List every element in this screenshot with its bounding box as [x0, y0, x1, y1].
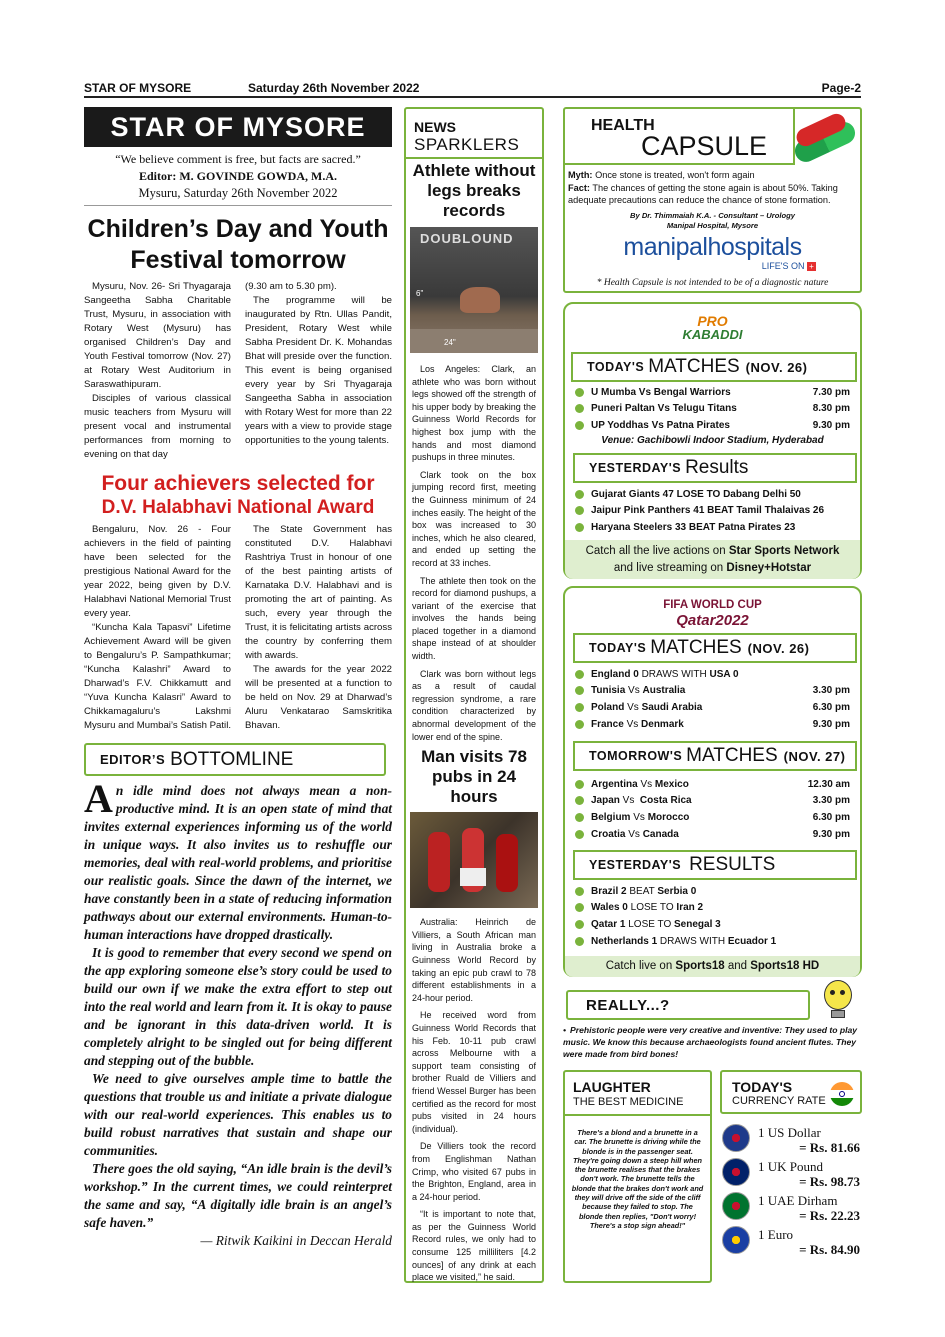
match-connector: Vs — [619, 795, 640, 807]
editorial-para: We need to give ourselves ample time to battle the questions that trouble us and initiate a private dialogue with our real-world experiences. This enables us to build robust narratives that sustain and shape our communities. — [84, 1071, 392, 1158]
team-b: Australia — [642, 685, 686, 697]
story1-para: Disciples of various classical music teachers from Mysuru will present vocal and instrumental performances from morning to evening on that day — [84, 393, 231, 460]
broadcast-text: and — [724, 960, 751, 972]
photo-mark: 6" — [416, 289, 424, 298]
left-column — [84, 103, 392, 1250]
eu-flag-icon — [722, 1226, 750, 1254]
match-row — [575, 809, 850, 826]
kabaddi-broadcast — [565, 540, 860, 579]
result-row — [575, 933, 850, 950]
photo-sign: DOUBLOUND — [420, 231, 514, 246]
match-time: 6.30 pm — [812, 811, 850, 823]
match-row — [575, 401, 850, 418]
match-row — [575, 384, 850, 401]
sparkler1-para: The athlete then took on the record for diamond pushups, a variant of the exercise that involves the hands being placed together in a diamond shape instead of at shoulder width. — [412, 575, 536, 662]
story2-para: Bengaluru, Nov. 26 - Four achievers in the field of painting have been selected for the prestigious National Award for the year 2022, being given by D.V. Halabhavi National Memorial Trust every year. — [84, 524, 231, 619]
lightbulb-icon — [816, 978, 860, 1026]
header-date: (NOV. 26) — [745, 359, 808, 375]
editorial-para: n idle mind does not always mean a non-productive mind. It is an open state of mind that invites external experiences informing us of the world in unique ways. It also invites us to reshuffle our memories, deal with real-world problems, and prioritise our realistic goals. Since the dawn of the internet, we have constantly been in a state of reducing information pathways about our external environments. Human-to-human interactions have dropped drastically. — [84, 783, 392, 942]
paper-name: STAR OF MYSORE — [84, 81, 192, 95]
result-row — [575, 916, 850, 933]
team-a: Netherlands 1 — [591, 935, 658, 947]
currency-name: 1 Euro — [758, 1227, 794, 1242]
sparkler2-body — [406, 908, 542, 1284]
currency-name: 1 UK Pound — [758, 1159, 824, 1174]
team-a: Tunisia — [591, 685, 626, 697]
editors-bottomline-header — [84, 743, 386, 776]
kabaddi-venue: Venue: Gachibowli Indoor Stadium, Hyderabad — [601, 435, 824, 446]
sparkler2-para: Australia: Heinrich de Villiers, a South African man living in Australia broke a Guinness World Record by taking an epic pub crawl to 78 different establishments in a 24-hour period. — [412, 917, 536, 1003]
header-date: (NOV. 26) — [747, 640, 810, 656]
myth-text: Once stone is treated, won't form again — [595, 170, 755, 180]
byline-2: Manipal Hospital, Mysore — [666, 221, 759, 230]
fifa-broadcast — [565, 956, 860, 977]
match-time: 9.30 pm — [812, 718, 850, 730]
laughter-header — [565, 1072, 710, 1116]
sponsor-tagline — [762, 261, 816, 271]
broadcast-channel: Sports18 — [675, 960, 725, 972]
story1-para: Mysuru, Nov. 26- Sri Thyagaraja Sangeetha Sabha Charitable Trust, Mysuru, in association with Rotary West (Mysuru) has organised Children’s Day and Youth Festival tomorrow (Nov. 27) at Rotary West Auditorium in Saraswathipuram. — [84, 281, 231, 390]
result-connector: LOSE TO — [627, 902, 677, 914]
team-a: Belgium — [591, 811, 631, 823]
drop-cap: A — [84, 776, 113, 821]
dateline: Mysuru, Saturday 26th November 2022 — [138, 186, 338, 200]
result-connector: BEAT — [626, 885, 658, 897]
team-a: Japan — [591, 795, 620, 807]
really-text: • Prehistoric people were very creative and inventive: They used to play music. We know this because archaeologists found ancient flutes. They were made from bird bones! — [563, 1025, 858, 1059]
match-connector: Vs — [630, 811, 648, 823]
athlete-photo — [410, 227, 538, 353]
page-number: Page-2 — [821, 81, 861, 95]
really-header — [566, 990, 810, 1020]
myth-label: Myth: — [568, 170, 593, 180]
fifa-tomorrow-list — [575, 776, 850, 842]
header-date: (NOV. 27) — [783, 748, 846, 764]
match-time: 8.30 pm — [812, 403, 850, 415]
story2-para: The awards for the year 2022 will be presented at a function to be held on Nov. 29 at Dharwad’s Aluru Venkatarao Samskritika Bhavan. — [245, 664, 392, 731]
sparkler1-body — [406, 353, 542, 743]
fifa-today-header — [573, 633, 857, 663]
pub-crawl-photo — [410, 812, 538, 908]
story2-para: The State Government has constituted D.V. Halabhavi Rashtriya Trust in honour of one of the best painting artists of Karnataka D.V. Halabhavi and is promoting the art of painting. As such, every year through the Trust, it is felicitating artists across the country by conferring them with awards. — [245, 524, 392, 661]
match-time: 9.30 pm — [812, 419, 850, 431]
kabaddi-logo-1: PRO — [697, 313, 728, 329]
sparkler2-headline: Man visits 78 pubs in 24 hours — [421, 747, 527, 807]
editorial-body — [84, 776, 392, 1250]
kabaddi-box — [563, 302, 862, 579]
match-time: 9.30 pm — [812, 828, 850, 840]
photo-mark: 24" — [444, 338, 456, 347]
team-b: Saudi Arabia — [641, 701, 703, 713]
currency-row — [722, 1190, 864, 1224]
byline-1: By Dr. Thimmaiah K.A. - Consultant – Urology — [630, 211, 795, 220]
match-connector: Vs — [625, 685, 643, 697]
health-label-1: HEALTH — [591, 117, 655, 134]
editorial-credit: — Ritwik Kaikini in Deccan Herald — [200, 1233, 392, 1248]
match-row — [575, 716, 850, 733]
broadcast-channel: Disney+Hotstar — [726, 562, 812, 574]
result-row — [575, 900, 850, 917]
story2-body — [84, 523, 392, 733]
laughter-label-2: THE BEST MEDICINE — [573, 1096, 684, 1108]
fifa-logo-1: FIFA WORLD CUP — [663, 599, 762, 611]
broadcast-channel: Star Sports Network — [728, 545, 840, 557]
editorial-label-bold: EDITOR’S — [100, 752, 166, 767]
team-a: Croatia — [591, 828, 626, 840]
team-b: Senegal 3 — [674, 918, 721, 930]
story2-headline-1: Four achievers selected for — [101, 472, 375, 495]
match-connector: Vs — [624, 701, 642, 713]
header-bold: YESTERDAY'S — [589, 461, 682, 475]
currency-label-2: CURRENCY RATE — [732, 1095, 826, 1107]
match-teams: U Mumba Vs Bengal Warriors — [591, 386, 731, 398]
currency-row — [722, 1224, 864, 1258]
sparkler2-para: “It is important to note that, as per the Guinness World Record rules, we only had to consume 125 milliliters [4.2 ounces] of any drink at each place we visited,” he said. — [412, 1209, 536, 1283]
result-text: Gujarat Giants 47 LOSE TO Dabang Delhi 50 — [591, 488, 801, 500]
match-connector: Vs — [637, 778, 655, 790]
kabaddi-today-list — [575, 384, 850, 434]
result-row — [575, 486, 850, 503]
result-row — [575, 503, 850, 520]
editorial-label-light: BOTTOMLINE — [170, 748, 294, 770]
sparkler1-headline: Athlete without legs breaks records — [412, 161, 536, 220]
match-row — [575, 683, 850, 700]
story1-para: (9.30 am to 5.30 pm). — [245, 281, 337, 292]
match-row — [575, 699, 850, 716]
header-bold: TOMORROW'S — [589, 749, 683, 763]
team-b: Mexico — [654, 778, 689, 790]
match-row — [575, 417, 850, 434]
header-bold: YESTERDAY'S — [589, 858, 682, 872]
sparkler1-para: Los Angeles: Clark, an athlete who was born without legs showed off the strength of his upper body by breaking the Guinness World Records for highest box jump with the hands and most diamond pushups in three minutes. — [412, 364, 536, 463]
team-b: Morocco — [647, 811, 690, 823]
team-b: Ecuador 1 — [727, 935, 777, 947]
currency-value: = Rs. 84.90 — [799, 1242, 860, 1257]
match-time: 7.30 pm — [812, 386, 850, 398]
laughter-label-1: LAUGHTER — [573, 1079, 651, 1095]
team-b: Costa Rica — [639, 795, 692, 807]
sparkler1-para: Clark was born without legs as a result of caudal regression syndrome, a rare condition characterized by abnormal development of the lower end of the spine. — [412, 668, 536, 742]
broadcast-channel: Sports18 HD — [750, 960, 820, 972]
currency-value: = Rs. 81.66 — [799, 1140, 860, 1155]
story1-body — [84, 280, 392, 462]
story2-headline-2: D.V. Halabhavi National Award — [101, 497, 375, 518]
header-light: Results — [685, 457, 749, 478]
sparklers-label-1: NEWS — [414, 119, 456, 135]
team-b: USA 0 — [709, 668, 739, 680]
broadcast-text: Catch all the live actions on — [585, 545, 729, 557]
sparkler2-para: De Villiers took the record from Englishman Nathan Crimp, who visited 67 pubs in the Brighton, England, area in a 24-hour period. — [412, 1141, 536, 1202]
header-bold: TODAY'S — [587, 360, 645, 374]
health-body — [568, 169, 854, 207]
fifa-today-list — [575, 666, 850, 732]
fifa-tomorrow-header — [573, 741, 857, 771]
health-note: * Health Capsule is not intended to be of a diagnostic nature — [596, 278, 829, 288]
capsule-icon — [787, 117, 859, 161]
header-light: MATCHES — [686, 745, 778, 766]
team-b: Iran 2 — [676, 902, 704, 914]
match-time: 6.30 pm — [812, 701, 850, 713]
currency-value: = Rs. 22.23 — [799, 1208, 860, 1223]
sponsor-tag-text: LIFE'S ON — [761, 261, 805, 271]
health-byline — [565, 211, 860, 231]
currency-name: 1 US Dollar — [758, 1125, 821, 1140]
currency-row — [722, 1156, 864, 1190]
motto: “We believe comment is free, but facts are sacred.” — [115, 152, 361, 166]
kabaddi-results-list — [575, 486, 850, 536]
match-row — [575, 793, 850, 810]
really-label: REALLY...? — [586, 996, 670, 1014]
fifa-results-list — [575, 883, 850, 949]
fifa-box — [563, 586, 862, 977]
kabaddi-logo — [565, 314, 860, 342]
header-light: RESULTS — [689, 854, 776, 875]
result-connector: LOSE TO — [625, 918, 675, 930]
fact-label: Fact: — [568, 182, 590, 193]
currency-list — [722, 1122, 864, 1258]
match-teams: UP Yoddhas Vs Patna Pirates — [591, 419, 730, 431]
match-row — [575, 826, 850, 843]
masthead: STAR OF MYSORE — [84, 107, 392, 147]
team-b: Canada — [642, 828, 679, 840]
uk-flag-icon — [722, 1158, 750, 1186]
currency-row — [722, 1122, 864, 1156]
kabaddi-yesterday-header — [573, 453, 857, 483]
issue-date: Saturday 26th November 2022 — [248, 81, 420, 95]
kabaddi-logo-2: KABADDI — [682, 327, 743, 342]
result-connector: DRAWS WITH — [657, 935, 728, 947]
broadcast-text: Catch live on — [605, 960, 676, 972]
match-teams: Puneri Paltan Vs Telugu Titans — [591, 403, 737, 415]
header-light: MATCHES — [648, 356, 740, 377]
fifa-logo-2: Qatar2022 — [676, 612, 749, 629]
team-a: Qatar 1 — [591, 918, 626, 930]
story1-para: The programme will be inaugurated by Rtn. Ullas Pandit, President, Rotary West while Sabha President Dr. K. Mohandas Bhat will preside over the function. This event is being organised every year by Sri Thyagaraja Sangeetha Sabha in association with Rotary West for more than 22 years with a view to provide stage opportunities to the young talents. — [245, 295, 392, 446]
health-label-2: CAPSULE — [641, 131, 768, 161]
team-a: Brazil 2 — [591, 885, 627, 897]
result-row — [575, 883, 850, 900]
editorial-para: There goes the old saying, “An idle brain is the devil’s workshop.” In the current times, we could reinterpret the same and say, “A digitally idle brain is an angel’s safe haven.” — [84, 1161, 392, 1230]
currency-label-1: TODAY'S — [732, 1079, 793, 1095]
match-connector: DRAWS WITH — [638, 668, 710, 680]
team-a: Wales 0 — [591, 902, 628, 914]
result-text: Jaipur Pink Panthers 41 BEAT Tamil Thalaivas 26 — [591, 505, 825, 517]
india-flag-icon — [830, 1082, 854, 1106]
match-row — [575, 666, 850, 683]
fact-text: The chances of getting the stone again is about 50%. Taking adequate precautions can reduce the chance of stone formation. — [568, 182, 838, 205]
sparkler2-para: He received word from Guinness World Records that his Feb. 10-11 pub crawl across Melbourne with a support team consisting of brother Ruald de Villiers and friend Wessel Burger has been certified as the record for most pubs visited in 24 hours (individual). — [412, 1010, 536, 1134]
match-time: 3.30 pm — [812, 685, 850, 697]
news-sparklers-column — [404, 107, 544, 1283]
header-light: MATCHES — [650, 637, 742, 658]
story1-headline: Children’s Day and Youth Festival tomorrow — [87, 215, 389, 274]
header-rule — [84, 96, 861, 98]
us-flag-icon — [722, 1124, 750, 1152]
match-row — [575, 776, 850, 793]
really-fact: Prehistoric people were very creative and inventive: They used to play music. We know this because archaeologists found ancient flutes. They were made from bird bones! — [563, 1025, 858, 1059]
team-a: France — [591, 718, 624, 730]
team-b: Serbia 0 — [657, 885, 697, 897]
currency-header — [720, 1070, 862, 1114]
sparklers-label-2: SPARKLERS — [414, 135, 520, 154]
result-text: Haryana Steelers 33 BEAT Patna Pirates 23 — [591, 521, 796, 533]
team-a: England 0 — [591, 668, 639, 680]
match-connector: Vs — [623, 718, 642, 730]
result-row — [575, 519, 850, 536]
page-header — [84, 79, 861, 97]
fifa-logo — [565, 598, 860, 628]
kabaddi-today-header — [571, 352, 857, 382]
match-time: 3.30 pm — [812, 795, 850, 807]
plus-icon: + — [807, 262, 816, 271]
match-connector: Vs — [625, 828, 643, 840]
currency-value: = Rs. 98.73 — [799, 1174, 860, 1189]
editor-line: Editor: M. GOVINDE GOWDA, M.A. — [139, 169, 337, 183]
team-a: Argentina — [591, 778, 638, 790]
health-capsule-box — [563, 107, 862, 293]
team-a: Poland — [591, 701, 625, 713]
uae-flag-icon — [722, 1192, 750, 1220]
story2-para: “Kuncha Kala Tapasvi” Lifetime Achievement Award will be given to Bengaluru’s P. Sampathkumar; “Kuncha Kalashri” Award to Dharwad’s F.V. Chikkamutt and “Yuva Kuncha Kalasri” Award to Chikkamagaluru’s Lakshmi Mysuru and Mumbai’s Satish Patil. — [84, 622, 231, 731]
sponsor-logo: manipalhospitals — [623, 233, 802, 261]
team-b: Denmark — [641, 718, 684, 730]
header-bold: TODAY'S — [589, 641, 647, 655]
fifa-yesterday-header — [573, 850, 857, 880]
editorial-para: It is good to remember that every second we spend on the app exploring someone else’s story could be used to build our own if we make the extra effort to step out into the real world and learn from it. It is okay to pause and be ignorant in this data-driven world. It is completely alright to be singled out for being different and stepping out of the bubble. — [84, 945, 392, 1068]
joke-text: There's a blond and a brunette in a car. The brunette is driving while the blonde is in the passenger seat. They're going down a steep hill when the brunette realises that the brakes don't work. The brunette tells the blonde that the brakes don't work and they will drive off the side of the cliff because they failed to stop. The blonde then replies, "Don't worry! There's a stop sign ahead!" — [571, 1128, 704, 1230]
match-time: 12.30 am — [807, 778, 850, 790]
broadcast-text: and live streaming on — [613, 562, 727, 574]
sparkler1-para: Clark took on the box jumping record first, meeting the Guinness minimum of 24 inches easily. The height of the box was increased to 30 inches, which he also cleared, and ended up setting the record at 33 inches. — [412, 469, 536, 568]
laughter-box — [563, 1070, 712, 1283]
currency-name: 1 UAE Dirham — [758, 1193, 838, 1208]
